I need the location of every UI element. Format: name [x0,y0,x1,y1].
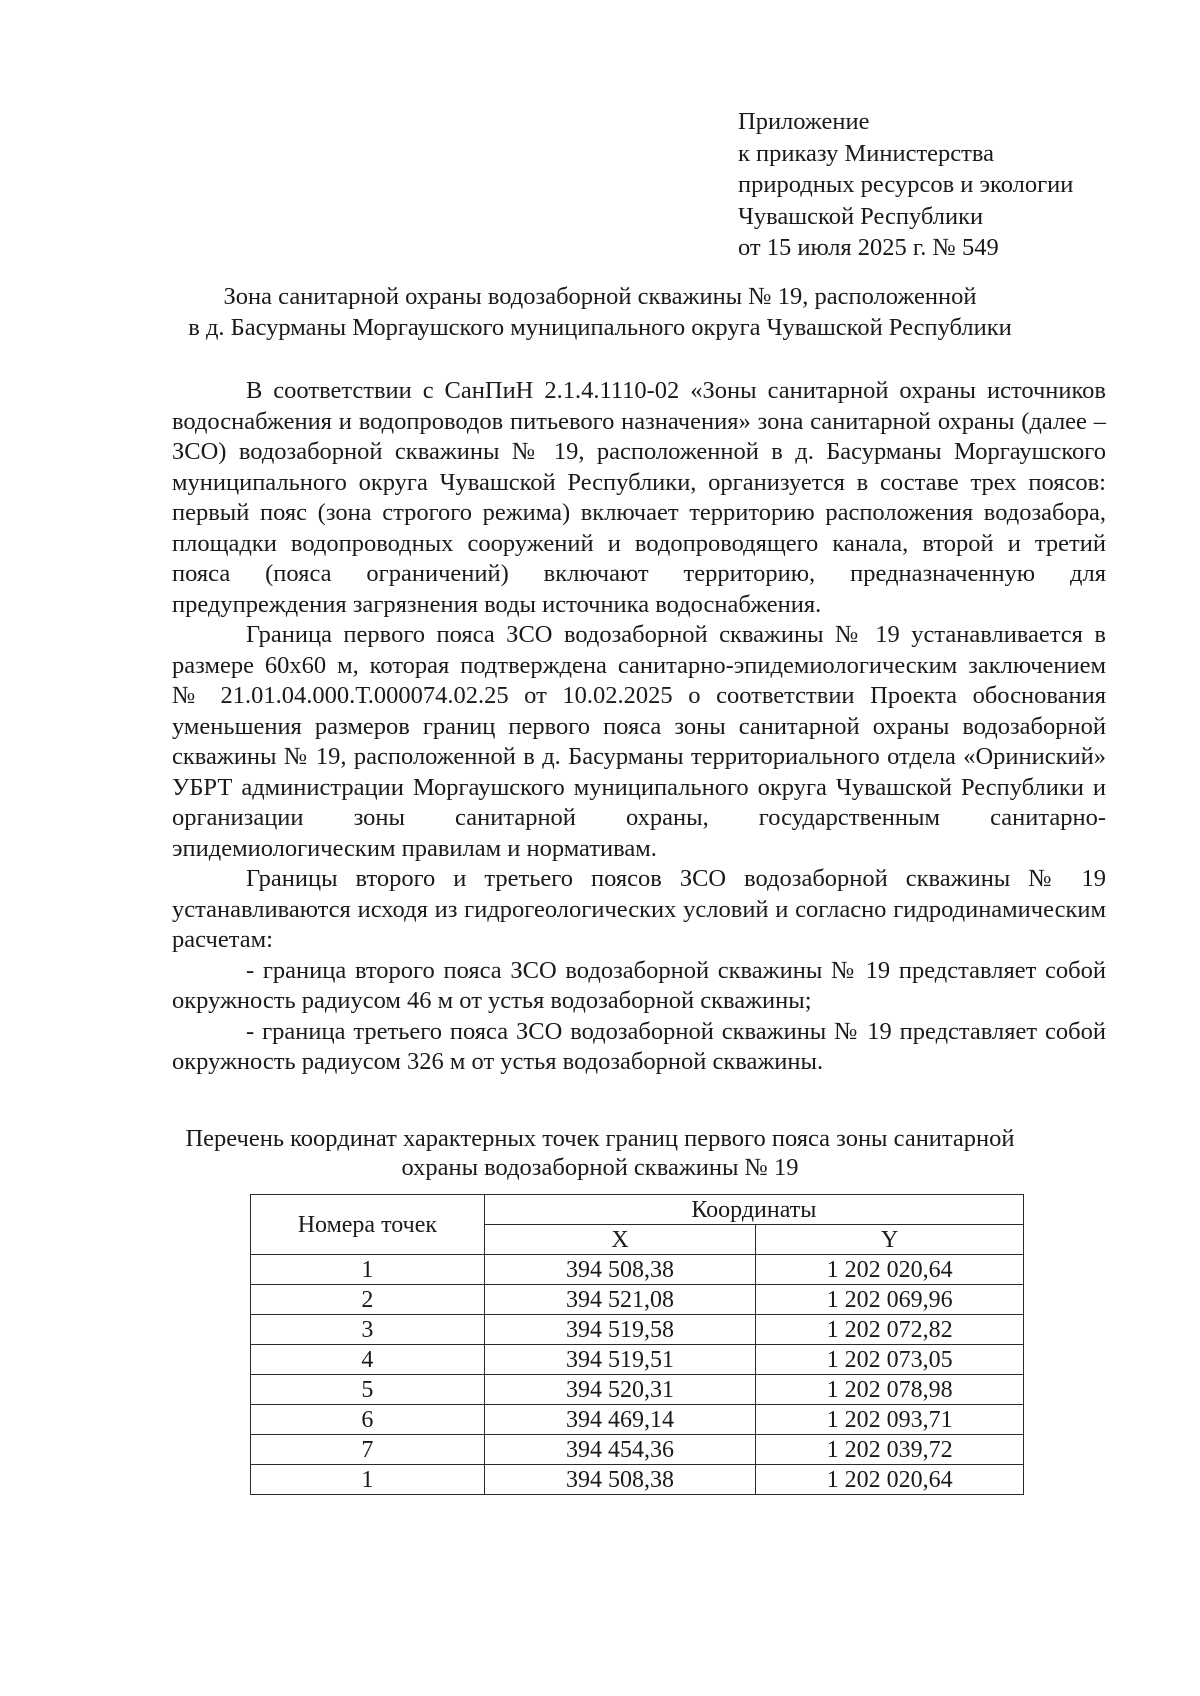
point-number: 6 [251,1405,485,1435]
header-y: Y [756,1225,1024,1255]
table-row [251,1285,1024,1315]
point-number: 2 [251,1285,485,1315]
appendix-block [738,106,1073,264]
point-number: 1 [251,1255,485,1285]
coord-x: 394 469,14 [484,1405,756,1435]
table-row [251,1345,1024,1375]
title-line: Зона санитарной охраны водозаборной скважины № 19, расположенной [223,283,977,310]
table-row [251,1405,1024,1435]
coord-y: 1 202 093,71 [756,1405,1024,1435]
table-header-row [251,1195,1024,1225]
table-row [251,1375,1024,1405]
title-line: в д. Басурманы Моргаушского муниципального округа Чувашской Республики [188,314,1012,341]
appendix-line: Чувашской Республики [738,202,984,230]
table-row [251,1315,1024,1345]
point-number: 1 [251,1465,485,1495]
point-number: 5 [251,1375,485,1405]
coord-y: 1 202 073,05 [756,1345,1024,1375]
point-number: 4 [251,1345,485,1375]
coord-y: 1 202 078,98 [756,1375,1024,1405]
coord-x: 394 519,58 [484,1315,756,1345]
body-paragraph: - граница третьего пояса ЗСО водозаборной скважины № 19 представляет собой окружность радиусом 326 м от устья водозаборной скважины. [172,1017,1106,1075]
appendix-line: от 15 июля 2025 г. № 549 [738,234,999,261]
point-number: 7 [251,1435,485,1465]
header-x: X [484,1225,756,1255]
body-paragraph: - граница второго пояса ЗСО водозаборной скважины № 19 представляет собой окружность радиусом 46 м от устья водозаборной скважины; [172,956,1106,1014]
coord-y: 1 202 020,64 [756,1255,1024,1285]
document-title [150,281,1050,343]
caption-line: Перечень координат характерных точек границ первого пояса зоны санитарной [185,1125,1015,1152]
caption-line: охраны водозаборной скважины № 19 [401,1154,799,1181]
table-row [251,1465,1024,1495]
appendix-line: природных ресурсов и экологии [738,171,1074,198]
table-row [251,1255,1024,1285]
body-paragraph: Граница первого пояса ЗСО водозаборной скважины № 19 устанавливается в размере 60х60 м, которая подтверждена санитарно-эпидемиологическим заключением № 21.01.04.000.Т.000074.02.25 от 10.02.2025 о соответствии Проекта обоснования уменьшения размеров границ первого пояса зоны санитарной охраны водозаборной скважины № 19, расположенной в д. Басурманы территориального отдела «Ориниский» УБРТ администрации Моргаушского муниципального округа Чувашской Республики и организации зоны санитарной охраны, государственным санитарно-эпидемиологическим правилам и нормативам. [172,621,1106,862]
coord-x: 394 520,31 [484,1375,756,1405]
table-caption [150,1124,1050,1182]
coord-x: 394 519,51 [484,1345,756,1375]
coord-y: 1 202 020,64 [756,1465,1024,1495]
coordinates-table [250,1194,1024,1495]
body-paragraph: Границы второго и третьего поясов ЗСО водозаборной скважины № 19 устанавливаются исходя из гидрогеологических условий и согласно гидродинамическим расчетам: [172,865,1106,953]
coord-x: 394 454,36 [484,1435,756,1465]
point-number: 3 [251,1315,485,1345]
coord-x: 394 508,38 [484,1465,756,1495]
appendix-line: Приложение [738,108,870,135]
header-coordinates: Координаты [484,1195,1023,1225]
coord-y: 1 202 072,82 [756,1315,1024,1345]
coord-x: 394 508,38 [484,1255,756,1285]
coord-y: 1 202 069,96 [756,1285,1024,1315]
coord-x: 394 521,08 [484,1285,756,1315]
table-row [251,1435,1024,1465]
body-paragraph: В соответствии с СанПиН 2.1.4.1110-02 «Зоны санитарной охраны источников водоснабжения и водопроводов питьевого назначения» зона санитарной охраны (далее – ЗСО) водозаборной скважины № 19, расположенной в д. Басурманы Моргаушского муниципального округа Чувашской Республики, организуется в составе трех поясов: первый пояс (зона строгого режима) включает территорию расположения водозабора, площадки водопроводных сооружений и водопроводящего канала, второй и третий пояса (пояса ограничений) включают территорию, предназначенную для предупреждения загрязнения воды источника водоснабжения. [172,377,1106,618]
header-point-numbers: Номера точек [251,1195,485,1255]
appendix-line: к приказу Министерства [738,139,994,167]
coord-y: 1 202 039,72 [756,1435,1024,1465]
document-body [172,376,1106,1078]
